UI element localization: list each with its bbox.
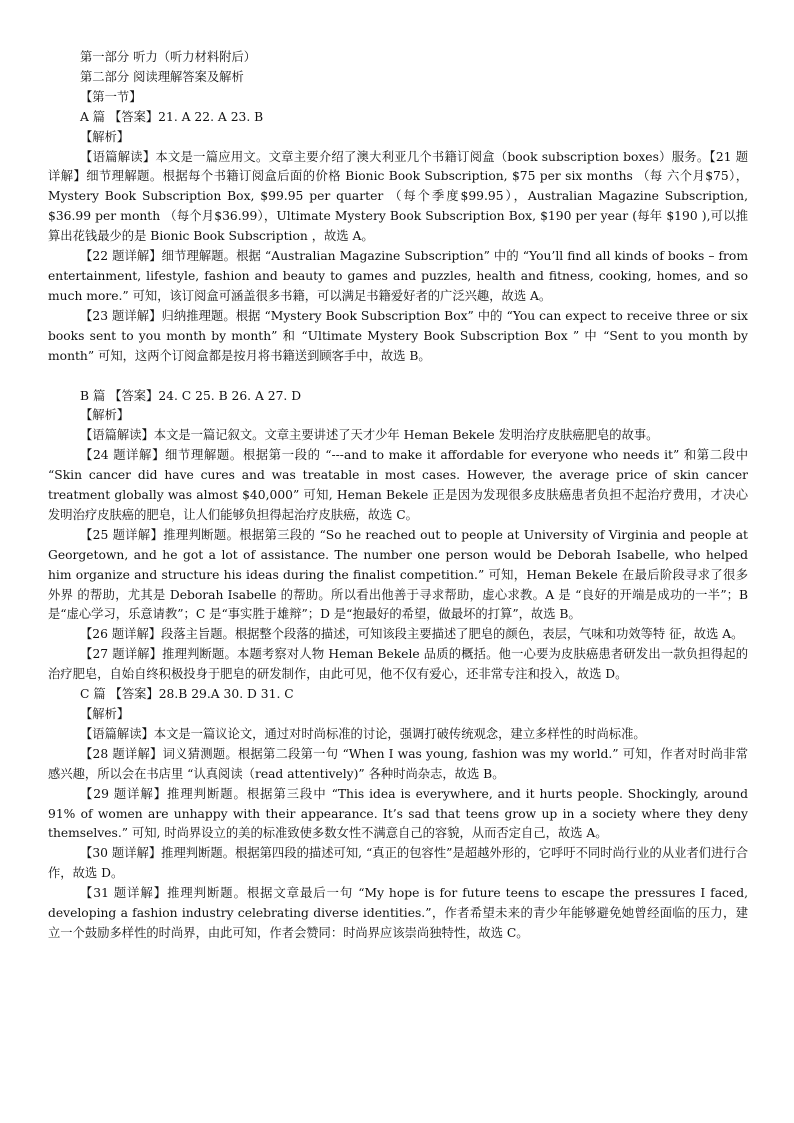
paragraph-a-answer: A 篇 【答案】21. A 22. A 23. B: [80, 109, 264, 124]
paragraph-c-answer: C 篇 【答案】28.B 29.A 30. D 31. C: [80, 687, 294, 702]
paragraph-b-yupian: 【语篇解读】本文是一篇记叙文。文章主要讲述了天才少年 Heman Bekele 发明治疗皮肤癌肥皂的故事。: [80, 428, 659, 443]
paragraph-q23: 【23 题详解】归纳推理题。根据 “Mystery Book Subscription Box” 中的 “You can expect to receive three or six books sent to you month by month” 和 “Ultimate Mystery Book Subscription Box ” 中 “Sent to you month by month” 可知，这两个订阅盒都是按月将书籍送到顾客手中，故选 B。: [48, 308, 748, 363]
paragraph-a-jiexi: 【解析】: [80, 129, 130, 144]
paragraph-q24: 【24 题详解】细节理解题。根据第一段的 “---and to make it affordable for everyone who needs it” 和第二段中 “Skin cancer did have cures and was treatable in most cases. However, the average price of skin cancer treatment globally was almost $40,000” 可知, Heman Bekele 正是因为发现很多皮肤癌患者负担不起治疗费用，才决心发明治疗皮肤癌的肥皂，让人们能够负担得起治疗皮肤癌，故选 C。: [48, 448, 748, 522]
paragraph-q25: 【25 题详解】推理判断题。根据第三段的 “So he reached out to people at University of Virginia and people at Georgetown, and he got a lot of assistance. The number one person would be Deborah Isabelle, who helped him organize and structure his ideas during the finalist competition.” 可知，Heman Bekele 在最后阶段寻求了很多外界 的帮助，尤其是 Deborah Isabelle 的帮助。所以看出他善于寻求帮助，虚心求教。A 是 “良好的开端是成功的一半”；B 是“虚心学习，乐意请教”；C 是“事实胜于雄辩”；D 是“抱最好的希望，做最坏的打算”，故选 B。: [48, 527, 748, 622]
paragraph-b-answer: B 篇 【答案】24. C 25. B 26. A 27. D: [80, 388, 302, 403]
paragraph-gap: [48, 367, 748, 387]
paragraph-a-yupian: 【语篇解读】本文是一篇应用文。文章主要介绍了澳大利亚几个书籍订阅盒（book subscription boxes）服务。【21 题详解】细节理解题。根据每个书籍订阅盒后面的价格 Bionic Book Subscription, $75 per six months （每 六个月$75），Mystery Book Subscription Box, $99.95 per quarter （每个季度$99.95），Australian Magazine Subscription, $36.99 per month （每个月$36.99），Ultimate Mystery Book Subscription Box, $190 per year (每年 $190 ),可以推算出花钱最少的是 Bionic Book Subscription ，故选 A。: [48, 149, 748, 244]
paragraph-q27: 【27 题详解】推理判断题。本题考察对人物 Heman Bekele 品质的概括。他一心要为皮肤癌患者研发出一款负担得起的治疗肥皂，自始自终积极投身于肥皂的研发制作，由此可见，他不仅有爱心，还非常专注和投入，故选 D。: [48, 647, 748, 682]
paragraph-q30: 【30 题详解】推理判断题。根据第四段的描述可知, “真正的包容性”是超越外形的，它呼吁不同时尚行业的从业者们进行合作，故选 D。: [48, 846, 748, 881]
paragraph-c-jiexi: 【解析】: [80, 707, 130, 721]
answer-document: [48, 48, 748, 944]
paragraph-b-jiexi: 【解析】: [80, 408, 130, 423]
paragraph-part1: 第一部分 听力（听力材料附后）: [80, 50, 257, 64]
paragraph-q29: 【29 题详解】推理判断题。根据第三段中 “This idea is everywhere, and it hurts people. Shockingly, around 91% of women are unhappy with their appearance. It’s sad that teens grow up in a society where they deny themselves.” 可知, 时尚界设立的美的标准致使多数女性不满意自己的容貌，从而否定自己，故选 A。: [48, 786, 748, 841]
paragraph-part2: 第二部分 阅读理解答案及解析: [80, 69, 244, 84]
paragraph-q22: 【22 题详解】细节理解题。根据 “Australian Magazine Subscription” 中的 “You’ll find all kinds of books – from entertainment, lifestyle, fashion and beauty to games and puzzles, health and fitness, cooking, homes, and so much more.” 可知，该订阅盒可涵盖很多书籍，可以满足书籍爱好者的广泛兴趣，故选 A。: [48, 249, 748, 303]
paragraph-q28: 【28 题详解】词义猜测题。根据第二段第一句 “When I was young, fashion was my world.” 可知，作者对时尚非常感兴趣，所以会在书店里 “认真阅读（read attentively)” 各种时尚杂志，故选 B。: [48, 746, 748, 781]
paragraph-sec1: 【第一节】: [80, 89, 142, 104]
paragraph-c-yupian: 【语篇解读】本文是一篇议论文，通过对时尚标准的讨论，强调打破传统观念，建立多样性的时尚标准。: [80, 726, 646, 741]
paragraph-q31: 【31 题详解】推理判断题。根据文章最后一句 “My hope is for future teens to escape the pressures I faced, developing a fashion industry celebrating diverse identities.”，作者希望未来的青少年能够避免她曾经面临的压力，建立一个鼓励多样性的时尚界，由此可知，作者会赞同：时尚界应该崇尚独特性，故选 C。: [48, 886, 748, 940]
paragraph-q26: 【26 题详解】段落主旨题。根据整个段落的描述，可知该段主要描述了肥皂的颜色，表层，气味和功效等特 征，故选 A。: [80, 627, 744, 642]
